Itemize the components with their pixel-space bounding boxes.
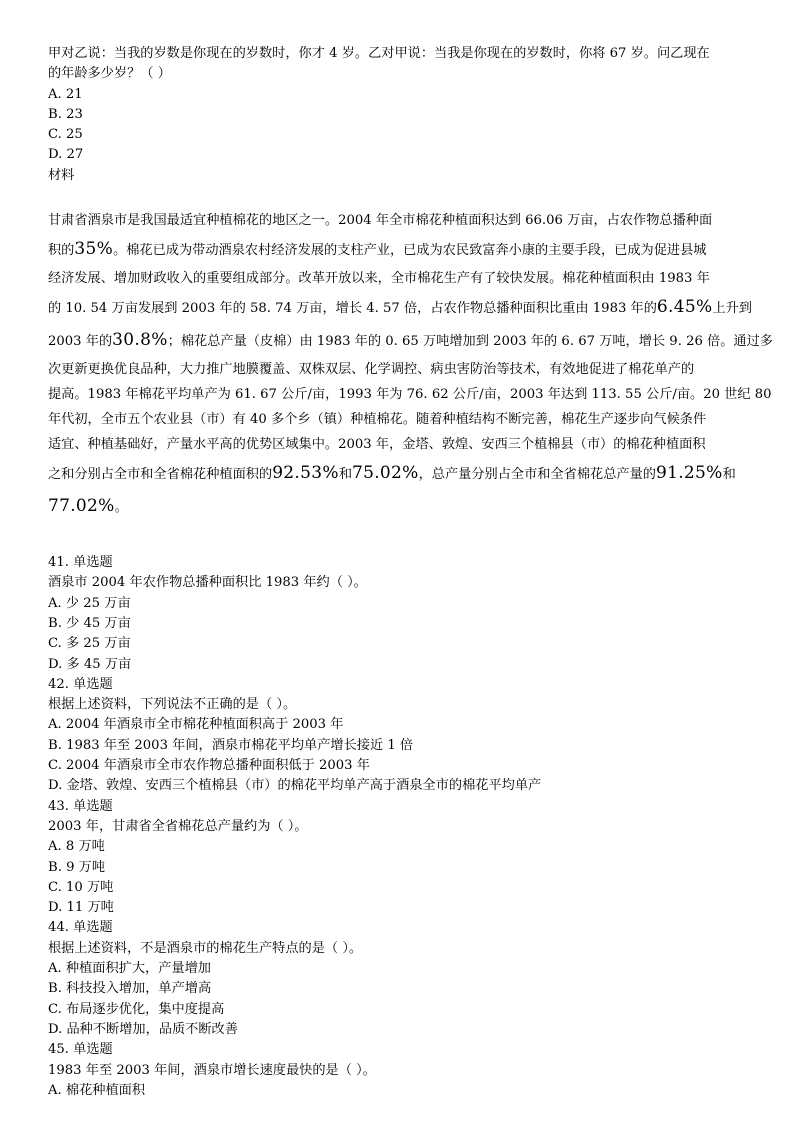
question-stem: 酒泉市 2004 年农作物总播种面积比 1983 年约（ ）。 [48,575,367,591]
option: C. 2004 年酒泉市全市农作物总播种面积低于 2003 年 [48,758,370,774]
percent-figure: 77.02% [48,496,115,517]
passage-line: 次更新更换优良品种，大力推广地膜覆盖、双株双层、化学调控、病虫害防治等技术，有效地促进了棉花单产的 [48,362,695,378]
question-label: 45. 单选题 [48,1042,113,1058]
question-label: 42. 单选题 [48,676,113,692]
question-42 [48,675,760,797]
material-label: 材料 [48,167,75,183]
question-label: 43. 单选题 [48,798,113,814]
passage-line: 适宜、种植基础好，产量水平高的优势区域集中。2003 年，金塔、敦煌、安西三个植棉县（市）的棉花种植面积 [48,437,706,453]
passage-line: 积的35%。棉花已成为带动酒泉农村经济发展的支柱产业，已成为农民致富奔小康的主要手段，已成为促进县城 [48,239,707,260]
option: C. 25 [48,127,83,143]
question-41 [48,553,760,675]
material-passage [48,208,773,523]
question-43 [48,797,760,919]
percent-figure: 92.53% [272,463,339,484]
passage-line: 2003 年的30.8%；棉花总产量（皮棉）由 1983 年的 0. 65 万吨增加到 2003 年的 6. 67 万吨，增长 9. 26 倍。通过多 [48,330,773,351]
option: D. 27 [48,147,84,163]
passage-line: 的 10. 54 万亩发展到 2003 年的 58. 74 万亩，增长 4. 57 倍，占农作物总播种面积比重由 1983 年的6.45%上升到 [48,297,752,318]
option: A. 8 万吨 [48,839,105,855]
option: A. 21 [48,86,83,102]
option: A. 种植面积扩大，产量增加 [48,961,211,977]
passage-line: 提高。1983 年棉花平均单产为 61. 67 公斤/亩，1993 年为 76. 62 公斤/亩，2003 年达到 113. 55 公斤/亩。20 世纪 80 [48,387,772,403]
percent-figure: 91.25% [656,463,723,484]
question-stem: 根据上述资料，不是酒泉市的棉花生产特点的是（ ）。 [48,940,363,956]
option: D. 多 45 万亩 [48,656,132,672]
passage-line: 77.02%。 [48,496,128,517]
question-stem: 甲对乙说：当我的岁数是你现在的岁数时，你才 4 岁。乙对甲说：当我是你现在的岁数时，你将 67 岁。问乙现在 [48,46,710,61]
percent-figure: 75.02% [352,463,419,484]
passage-line: 年代初，全市五个农业县（市）有 40 多个乡（镇）种植棉花。随着种植结构不断完善，棉花生产逐步向气候条件 [48,412,707,428]
passage-line: 之和分别占全市和全省棉花种植面积的92.53%和75.02%，总产量分别占全市和全省棉花总产量的91.25%和 [48,463,736,484]
question-stem: 1983 年至 2003 年间，酒泉市增长速度最快的是（ ）。 [48,1062,376,1078]
option: B. 科技投入增加，单产增高 [48,981,212,997]
option: B. 少 45 万亩 [48,615,131,631]
question-label: 44. 单选题 [48,920,113,936]
question-45 [48,1040,760,1101]
option: A. 2004 年酒泉市全市棉花种植面积高于 2003 年 [48,717,344,733]
option: C. 布局逐步优化，集中度提高 [48,1001,225,1017]
question-list [48,553,760,1101]
option: A. 少 25 万亩 [48,595,131,611]
question-44 [48,918,760,1040]
option: B. 9 万吨 [48,859,106,875]
percent-figure: 6.45% [656,297,713,318]
option: B. 23 [48,106,83,122]
option: C. 10 万吨 [48,879,114,895]
question-stem: 2003 年，甘肃省全省棉花总产量约为（ ）。 [48,818,308,834]
option: D. 品种不断增加，品质不断改善 [48,1021,238,1037]
option: C. 多 25 万亩 [48,636,131,652]
question-label: 41. 单选题 [48,555,113,571]
passage-line: 甘肃省酒泉市是我国最适宜种植棉花的地区之一。2004 年全市棉花种植面积达到 66.06 万亩，占农作物总播种面 [48,213,713,229]
question-stem: 的年龄多少岁？（ ） [48,66,171,82]
option: D. 金塔、敦煌、安西三个植棉县（市）的棉花平均单产高于酒泉全市的棉花平均单产 [48,778,542,794]
percent-figure: 35% [74,239,114,260]
document-page [48,44,773,1101]
intro-question [48,44,760,186]
option: A. 棉花种植面积 [48,1082,146,1098]
passage-line: 经济发展、增加财政收入的重要组成部分。改革开放以来，全市棉花生产有了较快发展。棉花种植面积由 1983 年 [48,271,710,287]
option: B. 1983 年至 2003 年间，酒泉市棉花平均单产增长接近 1 倍 [48,737,414,753]
option: D. 11 万吨 [48,900,114,916]
percent-figure: 30.8% [112,330,168,351]
question-stem: 根据上述资料，下列说法不正确的是（ ）。 [48,697,297,713]
